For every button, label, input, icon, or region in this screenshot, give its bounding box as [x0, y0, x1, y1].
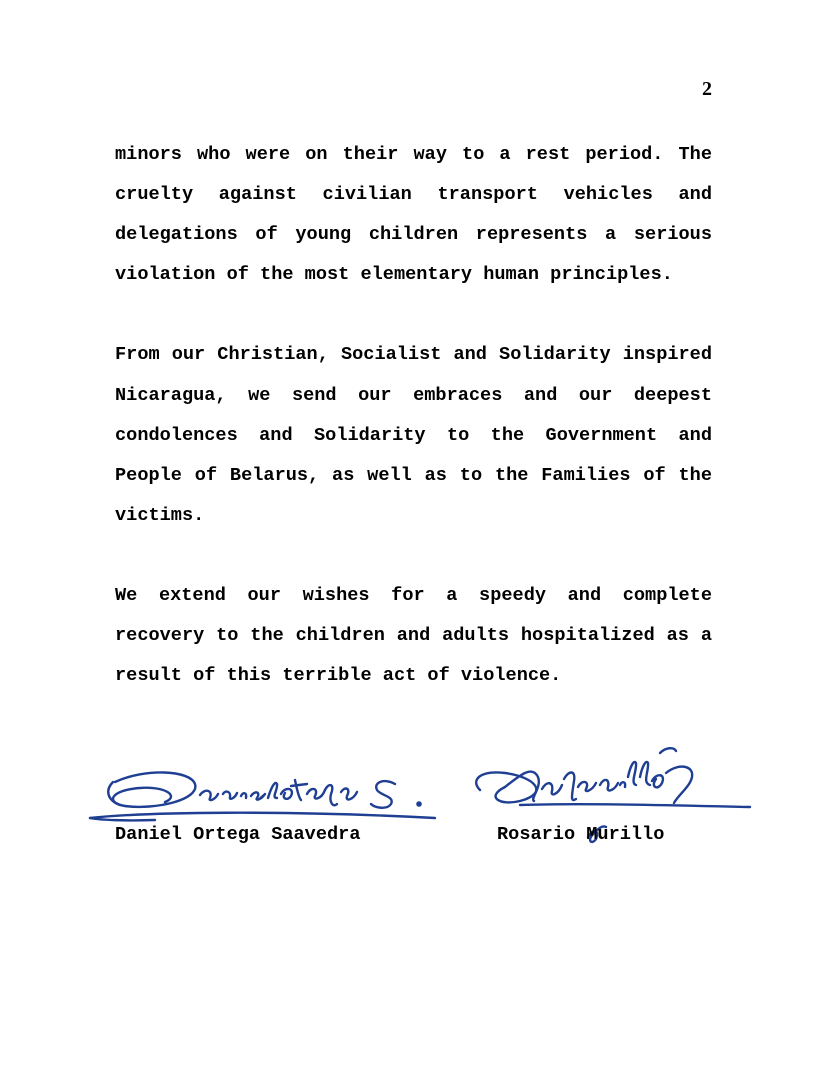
page-number: 2 [702, 78, 712, 100]
paragraph-2: From our Christian, Socialist and Solidarity inspired Nicaragua, we send our embraces and our deepest condolences and Solidarity to the Government and People of Belarus, as well as to the Families of the victims. [115, 344, 712, 526]
paragraph-1: minors who were on their way to a rest period. The cruelty against civilian transport vehicles and delegations of young children represents a serious violation of the most elementary human principles. [115, 144, 712, 286]
paragraph-3: We extend our wishes for a speedy and complete recovery to the children and adults hospitalized as a result of this terrible act of violence. [115, 585, 712, 687]
signatory-name-daniel: Daniel Ortega Saavedra [115, 824, 361, 845]
signatory-name-rosario: Rosario Murillo [497, 824, 665, 845]
letter-body [115, 135, 712, 696]
signature-daniel-ortega [85, 760, 445, 830]
